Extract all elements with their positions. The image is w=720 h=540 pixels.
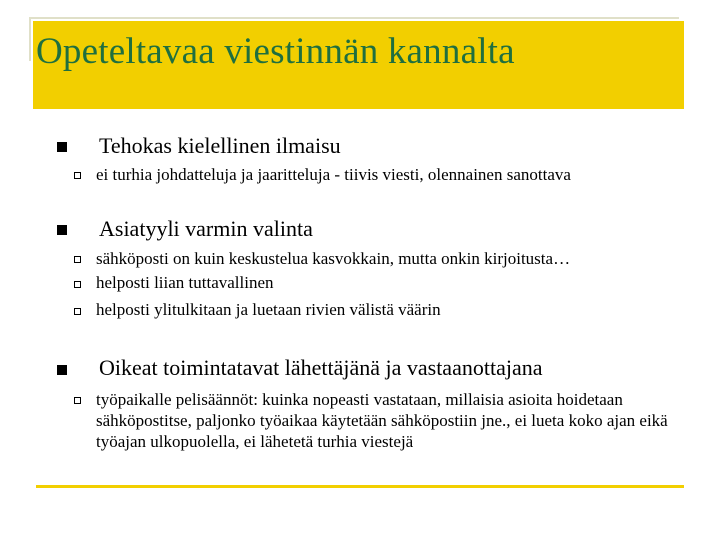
hollow-square-bullet-icon [74, 172, 81, 179]
section-heading-3: Oikeat toimintatavat lähettäjänä ja vastaanottajana [99, 355, 543, 380]
square-bullet-icon [57, 365, 67, 375]
section-2-item-1: sähköposti on kuin keskustelua kasvokkain, mutta onkin kirjoitusta… [96, 249, 571, 268]
title-frame-left-line [29, 17, 31, 61]
hollow-square-bullet-icon [74, 281, 81, 288]
section-2-item-2: helposti liian tuttavallinen [96, 273, 274, 292]
hollow-square-bullet-icon [74, 397, 81, 404]
slide-title: Opeteltavaa viestinnän kannalta [36, 31, 515, 72]
section-1-item-1: ei turhia johdatteluja ja jaaritteluja - tiivis viesti, olennainen sanottava [96, 165, 571, 184]
square-bullet-icon [57, 142, 67, 152]
hollow-square-bullet-icon [74, 308, 81, 315]
hollow-square-bullet-icon [74, 256, 81, 263]
section-2-item-3: helposti ylitulkitaan ja luetaan rivien välistä väärin [96, 300, 441, 319]
section-heading-1: Tehokas kielellinen ilmaisu [99, 133, 341, 158]
bottom-rule [36, 485, 684, 488]
section-3-item-1: työpaikalle pelisäännöt: kuinka nopeasti vastataan, millaisia asioita hoidetaan sähköpostitse, paljonko työaikaa käytetään sähköpostiin jne., ei lueta koko ajan eikä työajan ulkopuolella, ei lähetetä turhia viestejä [96, 390, 668, 451]
square-bullet-icon [57, 225, 67, 235]
section-heading-2: Asiatyyli varmin valinta [99, 216, 313, 241]
title-frame-top-line [29, 17, 679, 19]
